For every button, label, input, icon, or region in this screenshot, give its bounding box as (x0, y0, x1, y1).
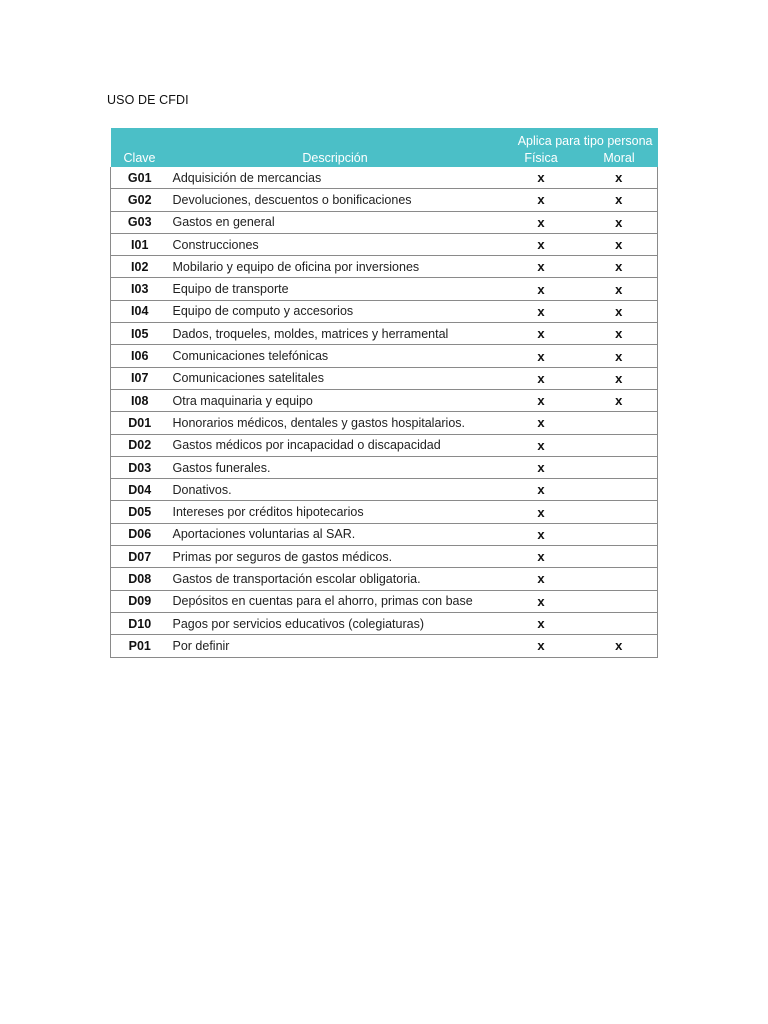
row-moral-mark: x (581, 300, 658, 322)
row-clave: I03 (111, 278, 169, 300)
row-clave: D08 (111, 568, 169, 590)
table-header (111, 128, 658, 167)
row-descripcion: Comunicaciones satelitales (169, 367, 502, 389)
row-moral-mark (581, 568, 658, 590)
row-moral-mark: x (581, 345, 658, 367)
table-row (111, 635, 658, 657)
table-row (111, 456, 658, 478)
row-fisica-mark: x (502, 456, 581, 478)
cfdi-usage-table (110, 128, 658, 658)
header-spacer-clave (111, 128, 169, 148)
row-moral-mark: x (581, 389, 658, 411)
row-moral-mark (581, 612, 658, 634)
row-clave: I01 (111, 233, 169, 255)
row-descripcion: Aportaciones voluntarias al SAR. (169, 523, 502, 545)
table-row (111, 367, 658, 389)
table-row (111, 434, 658, 456)
row-descripcion: Equipo de transporte (169, 278, 502, 300)
table-row (111, 189, 658, 211)
row-clave: I05 (111, 323, 169, 345)
row-fisica-mark: x (502, 233, 581, 255)
row-descripcion: Comunicaciones telefónicas (169, 345, 502, 367)
table-row (111, 300, 658, 322)
table-row (111, 590, 658, 612)
table-row (111, 546, 658, 568)
row-fisica-mark: x (502, 211, 581, 233)
table-row (111, 323, 658, 345)
row-descripcion: Por definir (169, 635, 502, 657)
table-row (111, 345, 658, 367)
row-fisica-mark: x (502, 345, 581, 367)
row-fisica-mark: x (502, 568, 581, 590)
row-fisica-mark: x (502, 256, 581, 278)
row-clave: I02 (111, 256, 169, 278)
row-clave: I04 (111, 300, 169, 322)
row-descripcion: Gastos funerales. (169, 456, 502, 478)
row-descripcion: Gastos de transportación escolar obligatoria. (169, 568, 502, 590)
row-fisica-mark: x (502, 323, 581, 345)
table-row (111, 501, 658, 523)
row-descripcion: Devoluciones, descuentos o bonificaciones (169, 189, 502, 211)
row-clave: P01 (111, 635, 169, 657)
row-fisica-mark: x (502, 479, 581, 501)
row-fisica-mark: x (502, 546, 581, 568)
row-moral-mark: x (581, 233, 658, 255)
row-fisica-mark: x (502, 367, 581, 389)
row-moral-mark: x (581, 256, 658, 278)
row-descripcion: Mobilario y equipo de oficina por inversiones (169, 256, 502, 278)
table-row (111, 568, 658, 590)
header-clave: Clave (111, 148, 169, 167)
table-row (111, 278, 658, 300)
row-fisica-mark: x (502, 590, 581, 612)
table-row (111, 389, 658, 411)
row-clave: D07 (111, 546, 169, 568)
row-moral-mark: x (581, 635, 658, 657)
table-row (111, 523, 658, 545)
row-fisica-mark: x (502, 635, 581, 657)
row-fisica-mark: x (502, 501, 581, 523)
table-row (111, 167, 658, 189)
table-body (111, 167, 658, 657)
row-clave: D03 (111, 456, 169, 478)
row-moral-mark (581, 479, 658, 501)
table-row (111, 256, 658, 278)
row-descripcion: Honorarios médicos, dentales y gastos hospitalarios. (169, 412, 502, 434)
row-clave: I07 (111, 367, 169, 389)
table-row (111, 612, 658, 634)
row-clave: I08 (111, 389, 169, 411)
row-descripcion: Otra maquinaria y equipo (169, 389, 502, 411)
header-fisica: Física (502, 148, 581, 167)
header-spacer-desc (169, 128, 502, 148)
row-fisica-mark: x (502, 389, 581, 411)
row-moral-mark (581, 523, 658, 545)
row-descripcion: Gastos en general (169, 211, 502, 233)
row-moral-mark (581, 434, 658, 456)
row-descripcion: Depósitos en cuentas para el ahorro, primas con base (169, 590, 502, 612)
row-moral-mark: x (581, 211, 658, 233)
row-descripcion: Donativos. (169, 479, 502, 501)
row-clave: D01 (111, 412, 169, 434)
row-clave: D10 (111, 612, 169, 634)
row-clave: G03 (111, 211, 169, 233)
row-descripcion: Pagos por servicios educativos (colegiaturas) (169, 612, 502, 634)
row-clave: I06 (111, 345, 169, 367)
table-row (111, 211, 658, 233)
row-fisica-mark: x (502, 167, 581, 189)
row-fisica-mark: x (502, 612, 581, 634)
row-clave: G01 (111, 167, 169, 189)
row-descripcion: Dados, troqueles, moldes, matrices y herramental (169, 323, 502, 345)
table-row (111, 233, 658, 255)
document-title: USO DE CFDI (107, 93, 189, 107)
row-moral-mark (581, 501, 658, 523)
row-moral-mark (581, 590, 658, 612)
row-clave: D05 (111, 501, 169, 523)
table-row (111, 412, 658, 434)
row-moral-mark (581, 546, 658, 568)
row-descripcion: Adquisición de mercancias (169, 167, 502, 189)
row-fisica-mark: x (502, 300, 581, 322)
row-moral-mark: x (581, 278, 658, 300)
row-moral-mark: x (581, 189, 658, 211)
header-moral: Moral (581, 148, 658, 167)
row-descripcion: Equipo de computo y accesorios (169, 300, 502, 322)
row-moral-mark: x (581, 167, 658, 189)
header-group-tipo-persona: Aplica para tipo persona (502, 128, 658, 148)
header-descripcion: Descripción (169, 148, 502, 167)
row-fisica-mark: x (502, 189, 581, 211)
row-moral-mark: x (581, 323, 658, 345)
row-fisica-mark: x (502, 523, 581, 545)
row-fisica-mark: x (502, 434, 581, 456)
row-clave: D06 (111, 523, 169, 545)
row-descripcion: Primas por seguros de gastos médicos. (169, 546, 502, 568)
row-descripcion: Construcciones (169, 233, 502, 255)
row-clave: D09 (111, 590, 169, 612)
row-fisica-mark: x (502, 278, 581, 300)
row-clave: G02 (111, 189, 169, 211)
row-clave: D02 (111, 434, 169, 456)
row-fisica-mark: x (502, 412, 581, 434)
row-clave: D04 (111, 479, 169, 501)
row-descripcion: Gastos médicos por incapacidad o discapacidad (169, 434, 502, 456)
row-descripcion: Intereses por créditos hipotecarios (169, 501, 502, 523)
table-row (111, 479, 658, 501)
row-moral-mark (581, 412, 658, 434)
row-moral-mark: x (581, 367, 658, 389)
row-moral-mark (581, 456, 658, 478)
